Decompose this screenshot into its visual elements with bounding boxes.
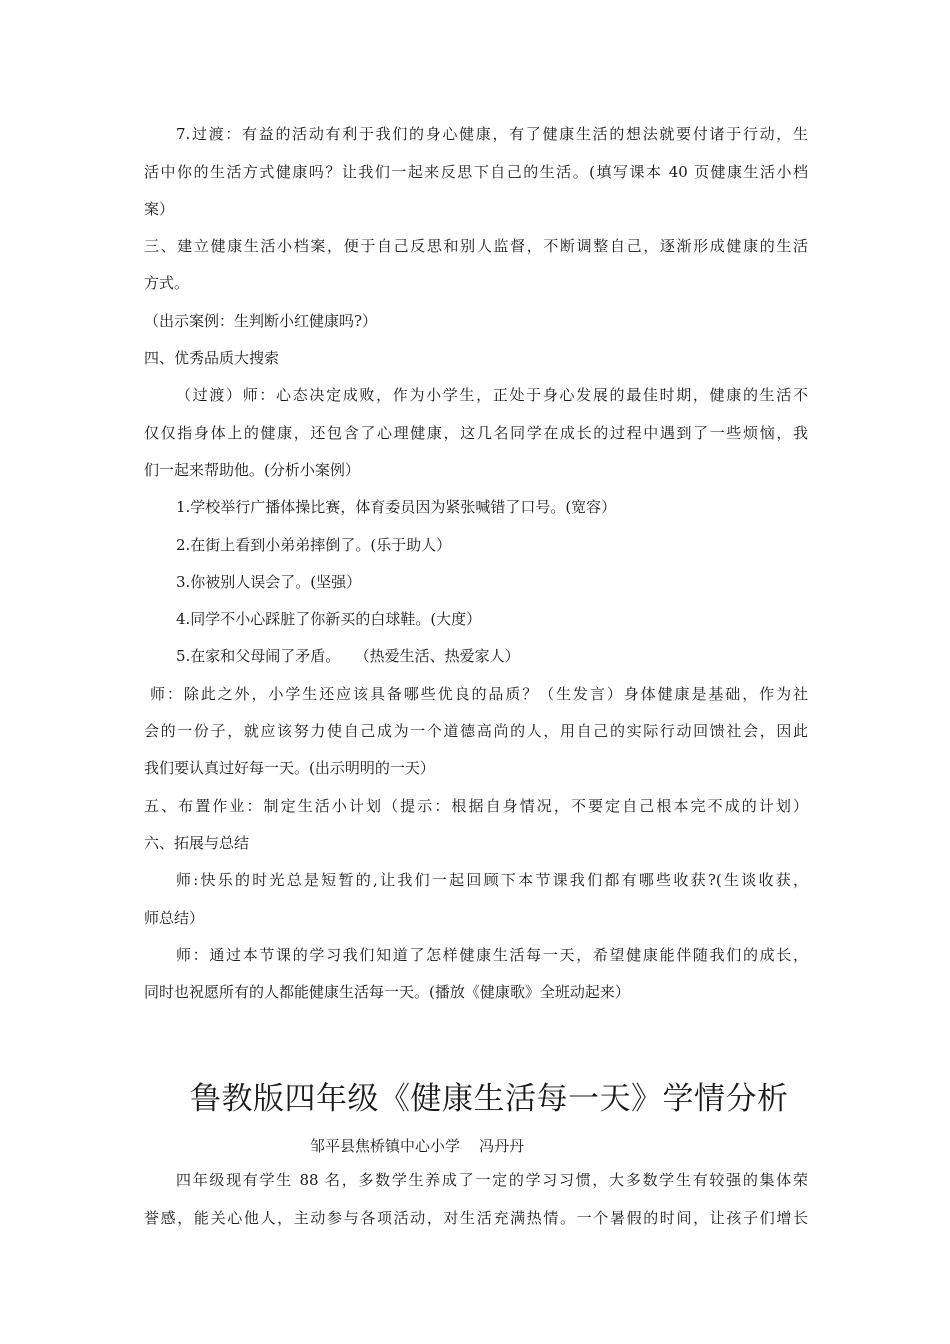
intro-line-1: 四年级现有学生 88 名，多数学生养成了一定的学习习惯，大多数学生有较强的集体荣 [176, 1171, 808, 1189]
paragraph-7-line-1: 7.过渡：有益的活动有利于我们的身心健康，有了健康生活的想法就要付诸于行动，生 [176, 125, 808, 143]
intro-line-2: 誉感，能关心他人，主动参与各项活动，对生活充满热情。一个暑假的时间，让孩子们增长 [144, 1209, 808, 1227]
teacher-remark-line-1: 师：除此之外，小学生还应该具备哪些优良的品质？（生发言）身体健康是基础，作为社 [150, 685, 808, 703]
summary-1-line-2: 师总结） [144, 909, 205, 927]
case-item-4: 4.同学不小心踩脏了你新买的白球鞋。(大度） [176, 610, 482, 628]
transition-line-2: 仅仅指身体上的健康，还包含了心理健康，这几名同学在成长的过程中遇到了一些烦恼，我 [144, 424, 808, 442]
heading-3-line-1: 三、建立健康生活小档案，便于自己反思和别人监督，不断调整自己，逐渐形成健康的生活 [144, 237, 808, 255]
case-item-3: 3.你被别人误会了。(坚强） [176, 573, 362, 591]
case-item-1: 1.学校举行广播体操比赛，体育委员因为紧张喊错了口号。(宽容） [176, 498, 617, 516]
document-title: 鲁教版四年级《健康生活每一天》学情分析 [190, 1081, 789, 1117]
heading-4: 四、优秀品质大搜索 [144, 349, 280, 367]
case-note: （出示案例：生判断小红健康吗?） [144, 312, 378, 330]
summary-2-line-2: 同时也祝愿所有的人都能健康生活每一天。(播放《健康歌》全班动起来） [144, 983, 630, 1001]
heading-3-line-2: 方式。 [144, 274, 190, 292]
summary-1-line-1: 师:快乐的时光总是短暂的,让我们一起回顾下本节课我们都有哪些收获?(生谈收获， [176, 871, 808, 889]
author-line: 邹平县焦桥镇中心小学 冯丹丹 [310, 1137, 525, 1155]
transition-line-1: （过渡）师：心态决定成败，作为小学生，正处于身心发展的最佳时期，健康的生活不 [176, 386, 808, 404]
heading-5-homework: 五、布置作业：制定生活小计划（提示：根据自身情况，不要定自己根本完不成的计划） [144, 797, 808, 815]
paragraph-7-line-2: 活中你的生活方式健康吗？让我们一起来反思下自己的生活。(填写课本 40 页健康生活小档 [144, 163, 808, 181]
teacher-remark-line-2: 会的一份子，就应该努力使自己成为一个道德高尚的人，用自己的实际行动回馈社会，因此 [144, 722, 808, 740]
case-item-5: 5.在家和父母闹了矛盾。 （热爱生活、热爱家人） [176, 647, 520, 665]
summary-2-line-1: 师：通过本节课的学习我们知道了怎样健康生活每一天，希望健康能伴随我们的成长， [176, 946, 808, 964]
case-item-2: 2.在街上看到小弟弟摔倒了。(乐于助人） [176, 536, 452, 554]
transition-line-3: 们一起来帮助他。(分析小案例） [144, 461, 360, 479]
heading-6: 六、拓展与总结 [144, 834, 250, 852]
paragraph-7-line-3: 案） [144, 200, 175, 218]
teacher-remark-line-3: 我们要认真过好每一天。(出示明明的一天） [144, 759, 435, 777]
